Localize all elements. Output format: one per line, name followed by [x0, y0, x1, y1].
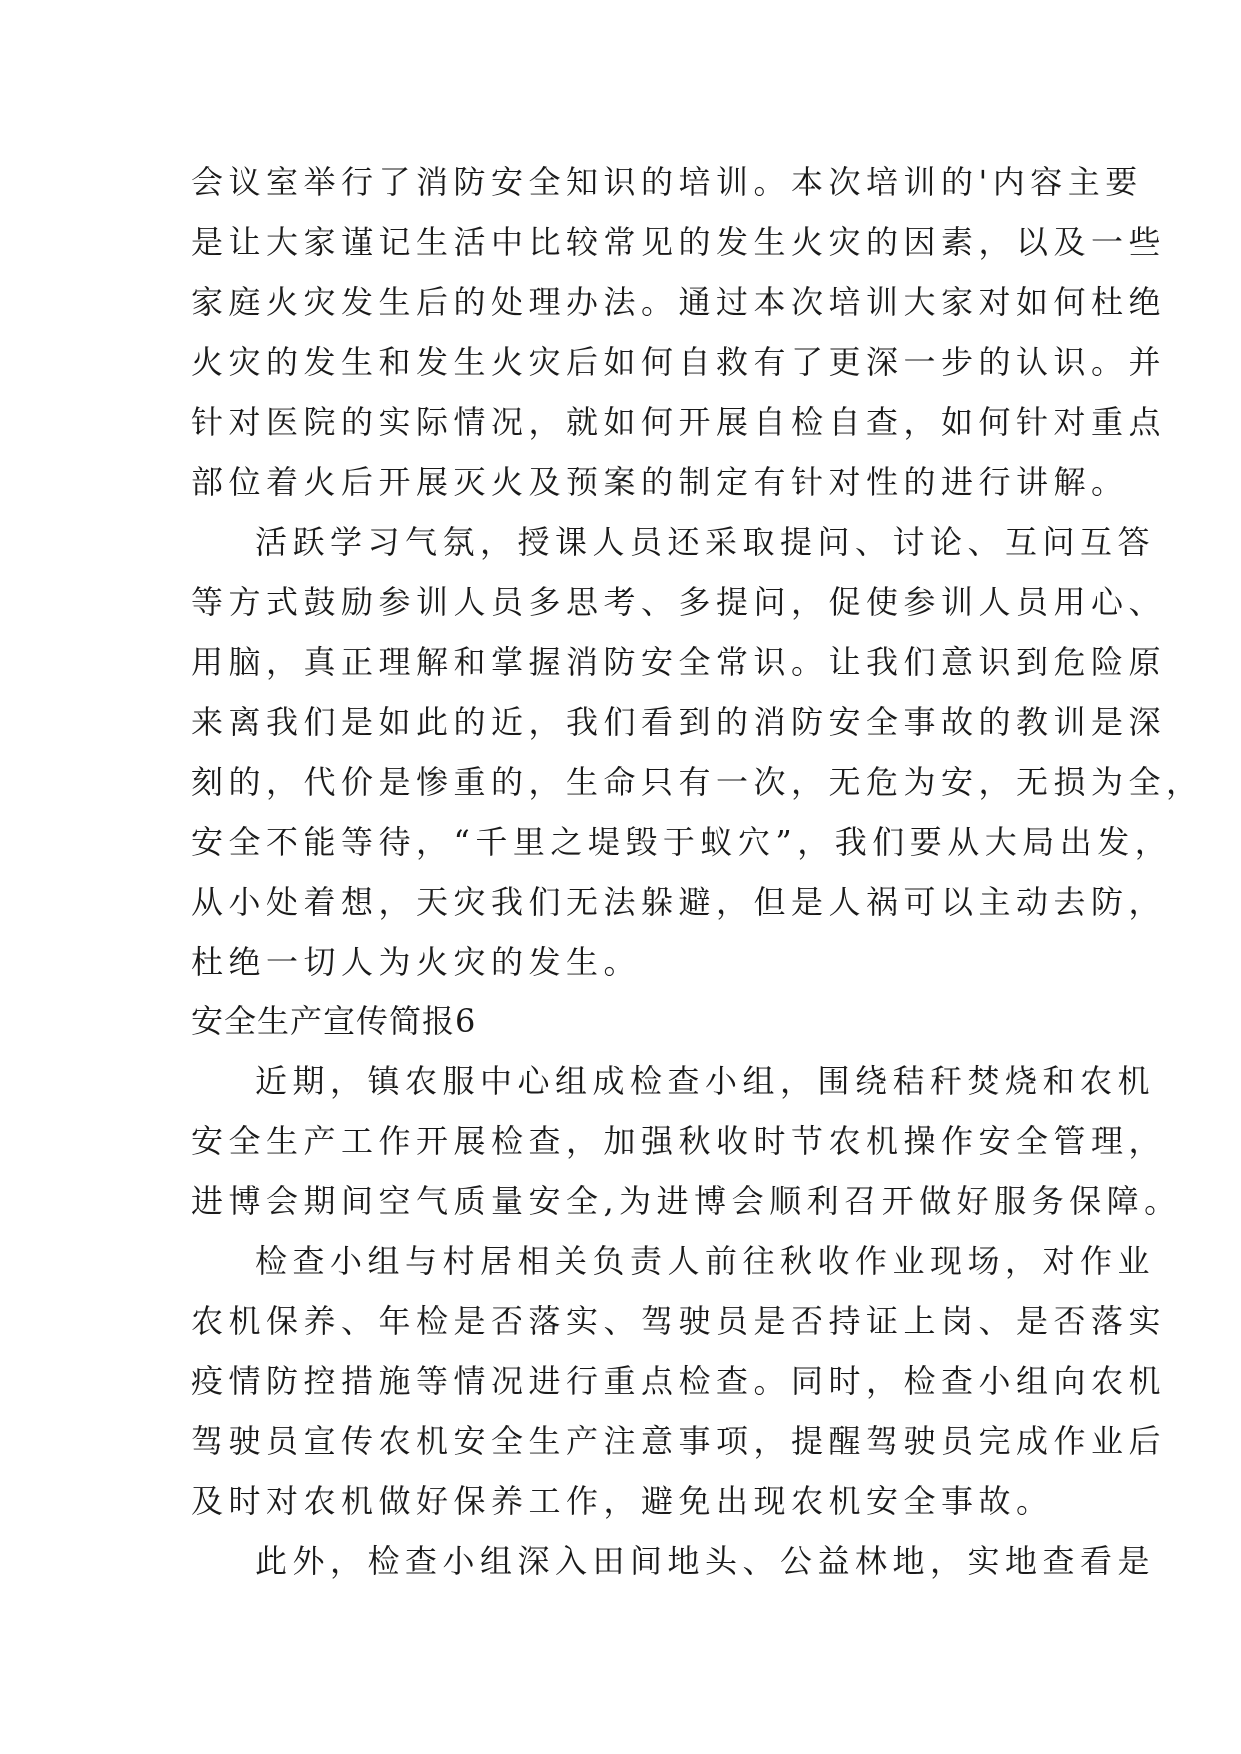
body-line-2: 是让大家谨记生活中比较常见的发生火灾的因素，以及一些 — [191, 223, 1167, 261]
body-line-12: 安全不能等待，“千里之堤毁于蚁穴”，我们要从大局出发， — [191, 823, 1173, 861]
body-line-15: 近期，镇农服中心组成检查小组，围绕秸秆焚烧和农机 — [255, 1062, 1156, 1100]
body-line-13: 从小处着想，天灾我们无法躲避，但是人祸可以主动去防， — [191, 883, 1167, 921]
body-line-5: 针对医院的实际情况，就如何开展自检自查，如何针对重点 — [191, 403, 1167, 441]
body-line-8: 等方式鼓励参训人员多思考、多提问，促使参训人员用心、 — [191, 583, 1167, 621]
body-line-11: 刻的，代价是惨重的，生命只有一次，无危为安，无损为全， — [191, 763, 1204, 801]
body-line-23: 此外，检查小组深入田间地头、公益林地，实地查看是 — [255, 1542, 1156, 1580]
section-heading: 安全生产宣传简报6 — [191, 1002, 477, 1040]
body-line-4: 火灾的发生和发生火灾后如何自救有了更深一步的认识。并 — [191, 343, 1167, 381]
body-line-21: 驾驶员宣传农机安全生产注意事项，提醒驾驶员完成作业后 — [191, 1422, 1167, 1460]
body-line-7: 活跃学习气氛，授课人员还采取提问、讨论、互问互答 — [255, 523, 1156, 561]
body-line-16: 安全生产工作开展检查，加强秋收时节农机操作安全管理， — [191, 1122, 1167, 1160]
body-line-1: 会议室举行了消防安全知识的培训。本次培训的'内容主要 — [191, 163, 1143, 201]
body-line-18: 检查小组与村居相关负责人前往秋收作业现场，对作业 — [255, 1242, 1156, 1280]
body-line-20: 疫情防控措施等情况进行重点检查。同时，检查小组向农机 — [191, 1362, 1167, 1400]
body-line-10: 来离我们是如此的近，我们看到的消防安全事故的教训是深 — [191, 703, 1167, 741]
body-line-9: 用脑，真正理解和掌握消防安全常识。让我们意识到危险原 — [191, 643, 1167, 681]
body-line-6: 部位着火后开展灭火及预案的制定有针对性的进行讲解。 — [191, 463, 1129, 501]
body-line-3: 家庭火灾发生后的处理办法。通过本次培训大家对如何杜绝 — [191, 283, 1167, 321]
body-line-14: 杜绝一切人为火灾的发生。 — [191, 943, 642, 981]
body-line-22: 及时对农机做好保养工作，避免出现农机安全事故。 — [191, 1482, 1054, 1520]
body-line-17: 进博会期间空气质量安全,为进博会顺利召开做好服务保障。 — [191, 1182, 1182, 1220]
body-line-19: 农机保养、年检是否落实、驾驶员是否持证上岗、是否落实 — [191, 1302, 1167, 1340]
